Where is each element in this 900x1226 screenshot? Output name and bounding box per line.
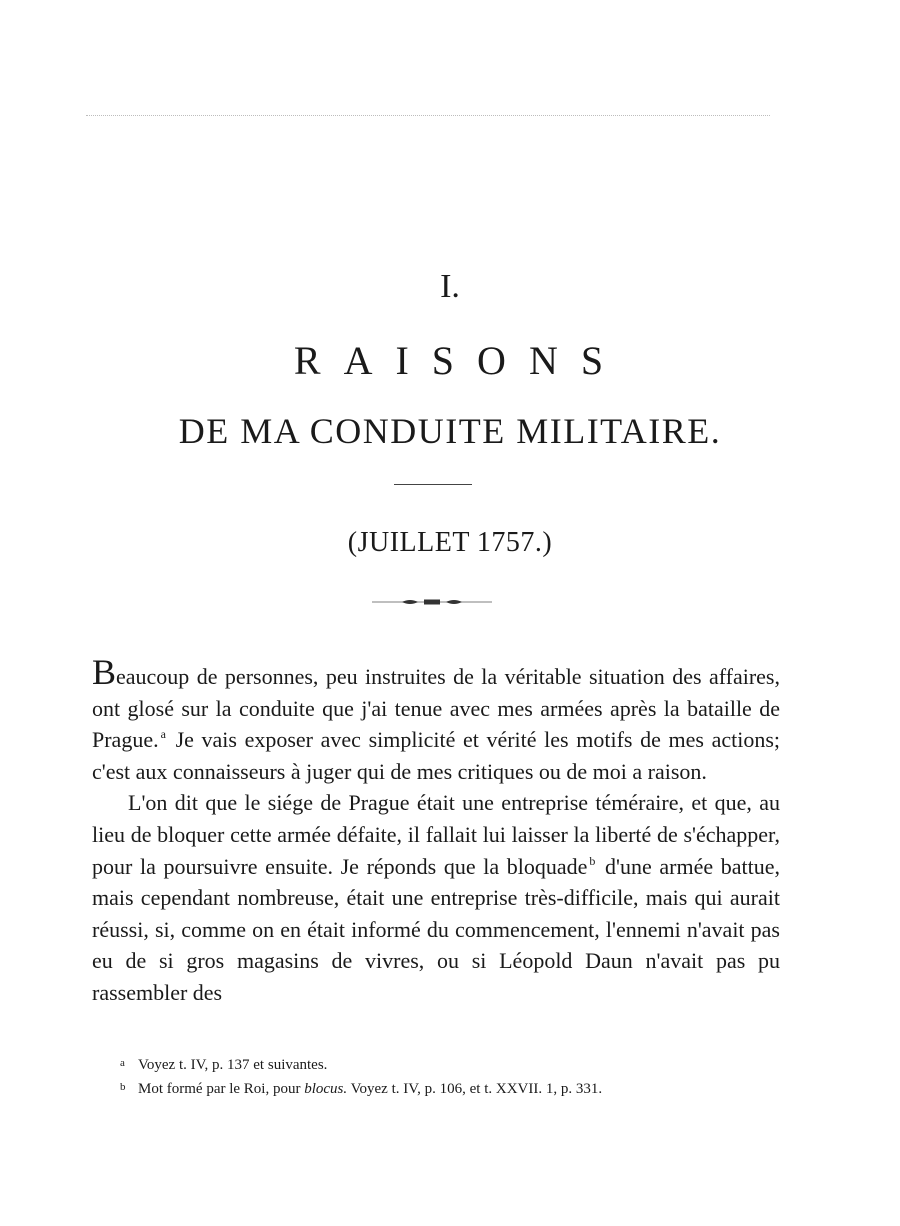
top-rule	[86, 115, 770, 116]
body-text	[92, 652, 781, 1009]
footnote-text-a: Mot formé par le Roi, pour	[138, 1081, 301, 1097]
footnote-text-b: Voyez t. IV, p. 106, et t. XXVII. 1, p. 331.	[350, 1081, 603, 1097]
footnote-b	[120, 1076, 780, 1100]
footnotes	[120, 1052, 780, 1100]
separator-rule	[394, 484, 472, 485]
footnote-a	[120, 1052, 780, 1076]
chapter-number: I.	[440, 268, 460, 305]
paragraph-2-text-b: d'une armée battue, mais cependant nombreuse, était une entreprise très-difficile, mais qui aurait réussi, si, comme on en était informé du commencement, l'ennemi n'avait pas eu de si gros magasins de vivres, ou si Léopold Daun n'avait pas pu rassembler des	[92, 853, 781, 1005]
footnote-ref-a[interactable]: a	[160, 727, 166, 742]
chapter-date: (JUILLET 1757.)	[347, 527, 553, 558]
ornament-divider-icon	[372, 596, 492, 608]
footnote-mark: b	[120, 1081, 126, 1093]
paragraph-2-text-a: L'on dit que le siége de Prague était une entreprise téméraire, et que, au lieu de bloquer cette armée défaite, il fallait lui laisser la liberté de s'échapper, pour la poursuivre ensuite. Je réponds que la bloquade	[92, 790, 780, 879]
paragraph-1	[92, 652, 781, 787]
drop-cap: B	[92, 652, 117, 692]
paragraph-1-text-a: eaucoup de personnes, peu instruites de la véritable situation des affaires, ont glosé sur la conduite que j'ai tenue avec mes armées après la bataille de Prague.	[92, 664, 780, 753]
chapter-subtitle: DE MA CONDUITE MILITAIRE.	[178, 411, 722, 451]
footnote-text: Voyez t. IV, p. 137 et suivantes.	[138, 1057, 328, 1073]
footnote-mark: a	[120, 1057, 125, 1069]
footnote-ref-b[interactable]: b	[589, 853, 596, 868]
paragraph-1-text-b: Je vais exposer avec simplicité et vérité les motifs de mes actions; c'est aux connaisseurs à juger qui de mes critiques ou de moi a raison.	[92, 727, 781, 784]
footnote-italic-word: blocus.	[304, 1081, 348, 1097]
paragraph-2	[92, 787, 780, 1008]
chapter-title: RAISONS	[293, 338, 627, 383]
